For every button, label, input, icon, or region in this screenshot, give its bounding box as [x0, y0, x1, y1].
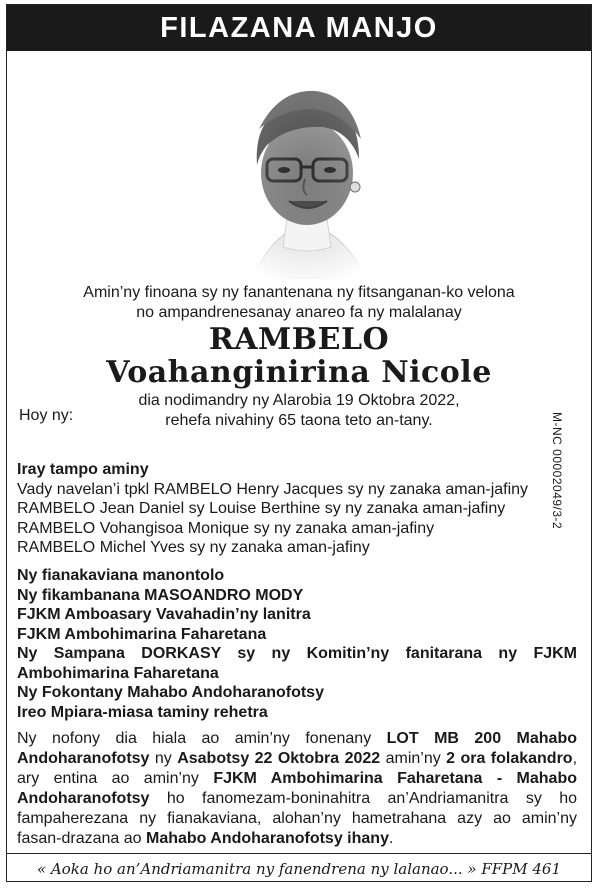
organizations-section [17, 566, 577, 722]
notice-frame [6, 4, 592, 882]
organization-line: Ny Fokontany Mahabo Andoharanofotsy [17, 684, 324, 701]
deceased-surname: RAMBELO [208, 322, 390, 357]
funeral-text: amin’ny [380, 750, 447, 767]
funeral-paragraph [17, 729, 577, 849]
organization-line: FJKM Ambohimarina Faharetana [17, 625, 267, 643]
footer-quote: « Aoka ho an’Andriamanitra ny fanendrena ny lalanao... » FFPM 461 [7, 853, 591, 884]
organization-line: FJKM Amboasary Vavahadin’ny lanitra [17, 606, 311, 623]
funeral-text: . [388, 830, 394, 847]
death-date-line: dia nodimandry ny Alarobia 19 Oktobra 2022, [138, 392, 460, 409]
organization-line: Ny fianakaviana manontolo [17, 567, 225, 584]
funeral-text: Ny nofony dia hiala ao amin’ny fonenany [17, 730, 387, 747]
notice-title: FILAZANA MANJO [7, 5, 591, 51]
burial-place: Mahabo Andoharanofotsy ihany [145, 830, 389, 847]
organization-line: Ny Sampana DORKASY sy ny Komitin’ny fanitarana ny FJKM [17, 645, 577, 662]
organization-line: Ny fikambanana MASOANDRO MODY [17, 586, 304, 604]
age-line: rehefa nivahiny 65 taona teto an-tany. [165, 412, 433, 429]
funeral-time: 2 ora folakandro [446, 750, 573, 767]
intro-line: Amin’ny finoana sy ny fanantenana ny fitsanganan-ko velona [83, 284, 515, 301]
organization-line: Ambohimarina Faharetana [17, 664, 219, 682]
family-line: RAMBELO Michel Yves sy ny zanaka aman-jafiny [17, 539, 370, 556]
family-section [17, 460, 577, 558]
funeral-text: , ary entina ao amin’ny [17, 750, 578, 787]
family-line: Vady navelan’i tpkl RAMBELO Henry Jacques sy ny zanaka aman-jafiny [17, 480, 529, 498]
funeral-date: Asabotsy 22 Oktobra 2022 [177, 750, 381, 767]
death-details [7, 391, 591, 431]
funeral-text: ny [149, 750, 178, 767]
family-heading: Iray tampo aminy [17, 461, 149, 478]
family-line: RAMBELO Vohangisoa Monique sy ny zanaka aman-jafiny [17, 519, 435, 537]
funeral-church: FJKM Ambohimarina Faharetana - Mahabo Andoharanofotsy [17, 770, 577, 807]
funeral-address: LOT MB 200 Mahabo Andoharanofotsy [17, 730, 577, 767]
reference-code: M-NC 00002049/3-2 [550, 412, 564, 530]
hoy-label: Hoy ny: [19, 407, 74, 424]
organization-line: Ireo Mpiara-miasa taminy rehetra [17, 703, 268, 721]
family-line: RAMBELO Jean Daniel sy Louise Berthine sy ny zanaka aman-jafiny [17, 500, 506, 517]
portrait-photo [219, 69, 395, 279]
intro-text [7, 283, 591, 323]
deceased-given-names: Voahanginirina Nicole [106, 355, 492, 390]
funeral-text: ho fanomezam-boninahitra an’Andriamanitra sy ho fampaherezana ny fianakaviana, alohan’ny hametrahana azy ao amin’ny fasan-drazana ao [17, 790, 577, 847]
deceased-name [7, 323, 591, 389]
intro-line: no ampandrenesanay anareo fa ny malalanay [136, 304, 462, 321]
